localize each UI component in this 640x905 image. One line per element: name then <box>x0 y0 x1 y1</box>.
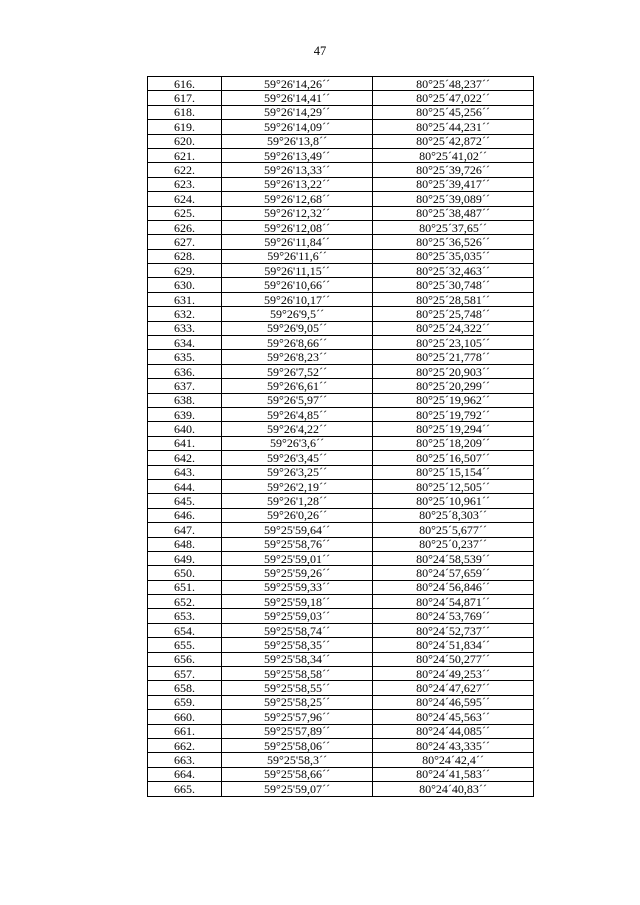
point-number-cell: 648. <box>148 537 222 551</box>
longitude-cell: 80°25´37,65´´ <box>373 220 534 234</box>
longitude-cell: 80°25´39,417´´ <box>373 177 534 191</box>
latitude-cell: 59°25'59,33´´ <box>222 580 373 594</box>
point-number-cell: 629. <box>148 264 222 278</box>
point-number-cell: 617. <box>148 91 222 105</box>
latitude-cell: 59°25'59,03´´ <box>222 609 373 623</box>
table-row <box>148 249 534 263</box>
longitude-cell: 80°25´30,748´´ <box>373 278 534 292</box>
table-row <box>148 364 534 378</box>
point-number-cell: 625. <box>148 206 222 220</box>
latitude-cell: 59°26'3,6´´ <box>222 436 373 450</box>
latitude-cell: 59°25'58,74´´ <box>222 623 373 637</box>
longitude-cell: 80°25´20,903´´ <box>373 364 534 378</box>
point-number-cell: 659. <box>148 695 222 709</box>
table-row <box>148 206 534 220</box>
point-number-cell: 652. <box>148 595 222 609</box>
table-row <box>148 120 534 134</box>
latitude-cell: 59°25'57,89´´ <box>222 724 373 738</box>
longitude-cell: 80°24´47,627´´ <box>373 681 534 695</box>
latitude-cell: 59°25'58,76´´ <box>222 537 373 551</box>
table-row <box>148 264 534 278</box>
point-number-cell: 658. <box>148 681 222 695</box>
point-number-cell: 645. <box>148 494 222 508</box>
point-number-cell: 632. <box>148 307 222 321</box>
latitude-cell: 59°25'58,34´´ <box>222 652 373 666</box>
point-number-cell: 665. <box>148 782 222 796</box>
longitude-cell: 80°24´52,737´´ <box>373 623 534 637</box>
latitude-cell: 59°26'5,97´´ <box>222 393 373 407</box>
point-number-cell: 628. <box>148 249 222 263</box>
longitude-cell: 80°24´49,253´´ <box>373 667 534 681</box>
point-number-cell: 618. <box>148 105 222 119</box>
table-row <box>148 767 534 781</box>
longitude-cell: 80°24´57,659´´ <box>373 566 534 580</box>
latitude-cell: 59°25'58,06´´ <box>222 738 373 752</box>
latitude-cell: 59°26'13,49´´ <box>222 148 373 162</box>
longitude-cell: 80°25´15,154´´ <box>373 465 534 479</box>
latitude-cell: 59°26'9,05´´ <box>222 321 373 335</box>
longitude-cell: 80°24´40,83´´ <box>373 782 534 796</box>
table-row <box>148 638 534 652</box>
table-row <box>148 551 534 565</box>
table-row <box>148 321 534 335</box>
point-number-cell: 627. <box>148 235 222 249</box>
longitude-cell: 80°25´24,322´´ <box>373 321 534 335</box>
point-number-cell: 621. <box>148 148 222 162</box>
point-number-cell: 646. <box>148 508 222 522</box>
point-number-cell: 622. <box>148 163 222 177</box>
table-row <box>148 336 534 350</box>
longitude-cell: 80°25´45,256´´ <box>373 105 534 119</box>
table-row <box>148 695 534 709</box>
table-row <box>148 350 534 364</box>
point-number-cell: 664. <box>148 767 222 781</box>
table-row <box>148 523 534 537</box>
longitude-cell: 80°25´0,237´´ <box>373 537 534 551</box>
longitude-cell: 80°25´19,962´´ <box>373 393 534 407</box>
point-number-cell: 651. <box>148 580 222 594</box>
longitude-cell: 80°24´41,583´´ <box>373 767 534 781</box>
latitude-cell: 59°26'4,22´´ <box>222 422 373 436</box>
latitude-cell: 59°26'11,84´´ <box>222 235 373 249</box>
longitude-cell: 80°25´16,507´´ <box>373 451 534 465</box>
longitude-cell: 80°25´39,089´´ <box>373 192 534 206</box>
latitude-cell: 59°26'11,6´´ <box>222 249 373 263</box>
longitude-cell: 80°24´42,4´´ <box>373 753 534 767</box>
point-number-cell: 640. <box>148 422 222 436</box>
longitude-cell: 80°25´25,748´´ <box>373 307 534 321</box>
page-number: 47 <box>313 44 327 58</box>
point-number-cell: 626. <box>148 220 222 234</box>
point-number-cell: 642. <box>148 451 222 465</box>
table-row <box>148 177 534 191</box>
longitude-cell: 80°25´44,231´´ <box>373 120 534 134</box>
longitude-cell: 80°25´18,209´´ <box>373 436 534 450</box>
table-row <box>148 609 534 623</box>
longitude-cell: 80°25´48,237´´ <box>373 77 534 91</box>
longitude-cell: 80°25´28,581´´ <box>373 292 534 306</box>
latitude-cell: 59°26'13,33´´ <box>222 163 373 177</box>
table-row <box>148 710 534 724</box>
longitude-cell: 80°24´43,335´´ <box>373 738 534 752</box>
table-row <box>148 91 534 105</box>
point-number-cell: 644. <box>148 479 222 493</box>
point-number-cell: 633. <box>148 321 222 335</box>
table-row <box>148 652 534 666</box>
point-number-cell: 647. <box>148 523 222 537</box>
latitude-cell: 59°26'4,85´´ <box>222 407 373 421</box>
table-row <box>148 494 534 508</box>
latitude-cell: 59°26'8,23´´ <box>222 350 373 364</box>
point-number-cell: 631. <box>148 292 222 306</box>
point-number-cell: 653. <box>148 609 222 623</box>
table-row <box>148 465 534 479</box>
longitude-cell: 80°24´46,595´´ <box>373 695 534 709</box>
longitude-cell: 80°24´45,563´´ <box>373 710 534 724</box>
table-row <box>148 77 534 91</box>
latitude-cell: 59°26'6,61´´ <box>222 379 373 393</box>
point-number-cell: 650. <box>148 566 222 580</box>
latitude-cell: 59°26'7,52´´ <box>222 364 373 378</box>
latitude-cell: 59°25'58,35´´ <box>222 638 373 652</box>
latitude-cell: 59°26'3,25´´ <box>222 465 373 479</box>
table-row <box>148 407 534 421</box>
point-number-cell: 630. <box>148 278 222 292</box>
table-row <box>148 105 534 119</box>
longitude-cell: 80°24´44,085´´ <box>373 724 534 738</box>
point-number-cell: 663. <box>148 753 222 767</box>
latitude-cell: 59°26'12,32´´ <box>222 206 373 220</box>
longitude-cell: 80°25´38,487´´ <box>373 206 534 220</box>
point-number-cell: 657. <box>148 667 222 681</box>
latitude-cell: 59°25'57,96´´ <box>222 710 373 724</box>
latitude-cell: 59°25'59,26´´ <box>222 566 373 580</box>
latitude-cell: 59°25'59,07´´ <box>222 782 373 796</box>
point-number-cell: 616. <box>148 77 222 91</box>
table-row <box>148 537 534 551</box>
latitude-cell: 59°25'58,3´´ <box>222 753 373 767</box>
table-row <box>148 307 534 321</box>
table-row <box>148 595 534 609</box>
table-row <box>148 580 534 594</box>
table-row <box>148 753 534 767</box>
latitude-cell: 59°26'0,26´´ <box>222 508 373 522</box>
longitude-cell: 80°25´32,463´´ <box>373 264 534 278</box>
longitude-cell: 80°25´8,303´´ <box>373 508 534 522</box>
longitude-cell: 80°25´41,02´´ <box>373 148 534 162</box>
point-number-cell: 660. <box>148 710 222 724</box>
table-row <box>148 134 534 148</box>
table-row <box>148 724 534 738</box>
latitude-cell: 59°25'58,58´´ <box>222 667 373 681</box>
latitude-cell: 59°26'14,41´´ <box>222 91 373 105</box>
longitude-cell: 80°25´35,035´´ <box>373 249 534 263</box>
coordinates-table-body <box>148 77 534 797</box>
latitude-cell: 59°26'13,22´´ <box>222 177 373 191</box>
point-number-cell: 623. <box>148 177 222 191</box>
longitude-cell: 80°25´5,677´´ <box>373 523 534 537</box>
longitude-cell: 80°25´47,022´´ <box>373 91 534 105</box>
latitude-cell: 59°26'10,17´´ <box>222 292 373 306</box>
latitude-cell: 59°26'11,15´´ <box>222 264 373 278</box>
point-number-cell: 639. <box>148 407 222 421</box>
table-row <box>148 681 534 695</box>
latitude-cell: 59°26'14,26´´ <box>222 77 373 91</box>
point-number-cell: 641. <box>148 436 222 450</box>
table-row <box>148 393 534 407</box>
table-row <box>148 163 534 177</box>
point-number-cell: 637. <box>148 379 222 393</box>
point-number-cell: 624. <box>148 192 222 206</box>
latitude-cell: 59°26'14,29´´ <box>222 105 373 119</box>
longitude-cell: 80°24´54,871´´ <box>373 595 534 609</box>
table-row <box>148 192 534 206</box>
table-row <box>148 738 534 752</box>
table-row <box>148 235 534 249</box>
longitude-cell: 80°24´53,769´´ <box>373 609 534 623</box>
longitude-cell: 80°24´58,539´´ <box>373 551 534 565</box>
latitude-cell: 59°25'59,64´´ <box>222 523 373 537</box>
table-row <box>148 451 534 465</box>
point-number-cell: 635. <box>148 350 222 364</box>
table-row <box>148 278 534 292</box>
latitude-cell: 59°26'14,09´´ <box>222 120 373 134</box>
latitude-cell: 59°25'58,66´´ <box>222 767 373 781</box>
table-row <box>148 508 534 522</box>
table-row <box>148 292 534 306</box>
point-number-cell: 638. <box>148 393 222 407</box>
point-number-cell: 634. <box>148 336 222 350</box>
latitude-cell: 59°26'9,5´´ <box>222 307 373 321</box>
latitude-cell: 59°25'59,18´´ <box>222 595 373 609</box>
latitude-cell: 59°26'12,68´´ <box>222 192 373 206</box>
longitude-cell: 80°24´51,834´´ <box>373 638 534 652</box>
point-number-cell: 655. <box>148 638 222 652</box>
table-row <box>148 379 534 393</box>
latitude-cell: 59°26'8,66´´ <box>222 336 373 350</box>
longitude-cell: 80°25´36,526´´ <box>373 235 534 249</box>
table-row <box>148 148 534 162</box>
longitude-cell: 80°25´23,105´´ <box>373 336 534 350</box>
point-number-cell: 619. <box>148 120 222 134</box>
point-number-cell: 636. <box>148 364 222 378</box>
longitude-cell: 80°25´10,961´´ <box>373 494 534 508</box>
longitude-cell: 80°24´56,846´´ <box>373 580 534 594</box>
latitude-cell: 59°26'3,45´´ <box>222 451 373 465</box>
latitude-cell: 59°26'2,19´´ <box>222 479 373 493</box>
latitude-cell: 59°26'12,08´´ <box>222 220 373 234</box>
point-number-cell: 643. <box>148 465 222 479</box>
longitude-cell: 80°25´39,726´´ <box>373 163 534 177</box>
coordinates-table <box>147 76 534 797</box>
table-row <box>148 422 534 436</box>
table-row <box>148 566 534 580</box>
point-number-cell: 662. <box>148 738 222 752</box>
point-number-cell: 620. <box>148 134 222 148</box>
point-number-cell: 656. <box>148 652 222 666</box>
table-row <box>148 623 534 637</box>
latitude-cell: 59°26'13,8´´ <box>222 134 373 148</box>
longitude-cell: 80°25´20,299´´ <box>373 379 534 393</box>
point-number-cell: 661. <box>148 724 222 738</box>
table-row <box>148 667 534 681</box>
point-number-cell: 649. <box>148 551 222 565</box>
longitude-cell: 80°25´19,294´´ <box>373 422 534 436</box>
table-row <box>148 782 534 796</box>
latitude-cell: 59°26'10,66´´ <box>222 278 373 292</box>
latitude-cell: 59°26'1,28´´ <box>222 494 373 508</box>
latitude-cell: 59°25'58,55´´ <box>222 681 373 695</box>
longitude-cell: 80°25´21,778´´ <box>373 350 534 364</box>
longitude-cell: 80°24´50,277´´ <box>373 652 534 666</box>
longitude-cell: 80°25´42,872´´ <box>373 134 534 148</box>
table-row <box>148 479 534 493</box>
table-row <box>148 436 534 450</box>
latitude-cell: 59°25'58,25´´ <box>222 695 373 709</box>
longitude-cell: 80°25´12,505´´ <box>373 479 534 493</box>
longitude-cell: 80°25´19,792´´ <box>373 407 534 421</box>
point-number-cell: 654. <box>148 623 222 637</box>
latitude-cell: 59°25'59,01´´ <box>222 551 373 565</box>
table-row <box>148 220 534 234</box>
